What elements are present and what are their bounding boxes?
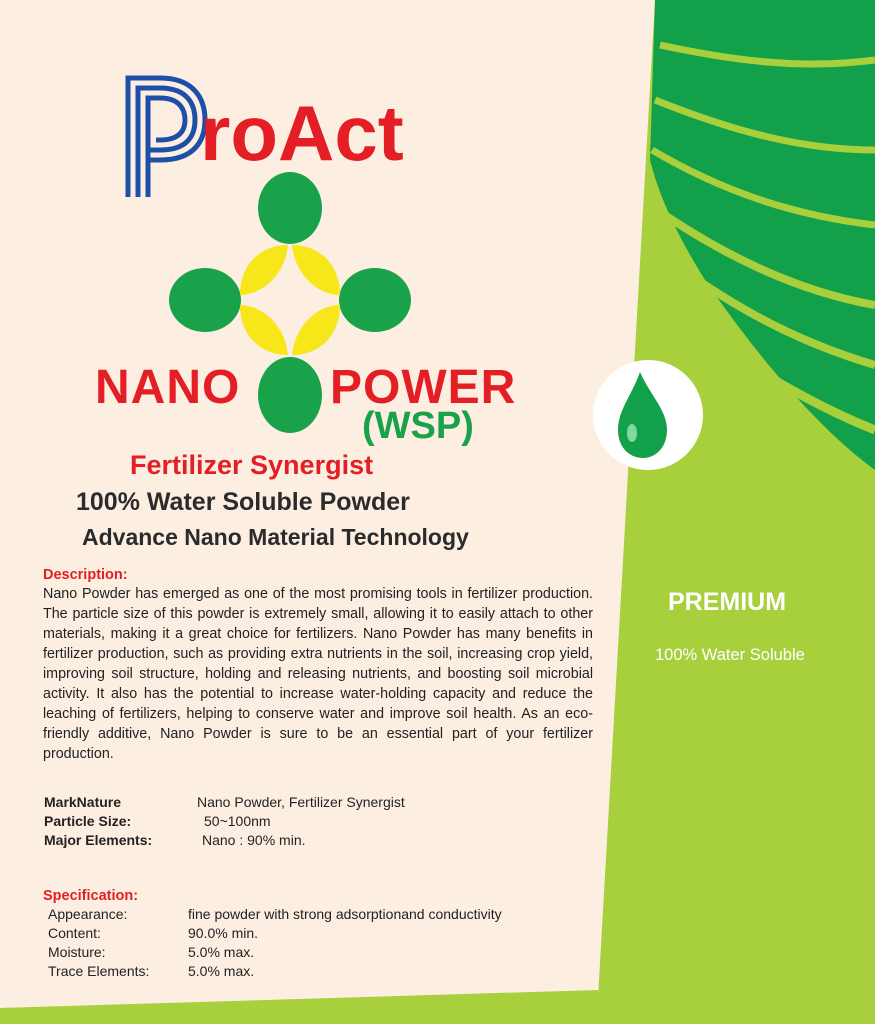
product-name-left: NANO (95, 361, 241, 414)
spec-value: fine powder with strong adsorptionand conductivity (188, 906, 502, 922)
spec-value: 90.0% min. (188, 925, 259, 941)
property-label: Particle Size: (44, 813, 132, 829)
property-label: Major Elements: (44, 832, 153, 848)
product-name-right: POWER (330, 361, 517, 414)
spec-label: Moisture: (48, 944, 106, 960)
description-text: Nano Powder has emerged as one of the most promising tools in fertilizer production. The particle size of this powder is extremely small, allowing it to easily attach to other materials, making it a great choice for fertilizers. Nano Powder has many benefits in fertilizer production, such as providing extra nutrients in the soil, increasing crop yield, improving soil structure, holding and releasing nutrients, and boosting soil microbial activity. It also has the potential to increase water-holding capacity and reduce the leaching of fertilizers, helping to conserve water and improve soil health. As an eco-friendly additive, Nano Powder is sure to be an essential part of your fertilizer production. (43, 586, 593, 762)
brand-logo-text: roAct (200, 89, 404, 177)
tagline-water-soluble: 100% Water Soluble Powder (76, 488, 410, 516)
subtitle: Fertilizer Synergist (130, 450, 374, 480)
property-value: Nano Powder, Fertilizer Synergist (197, 794, 405, 810)
spec-value: 5.0% max. (188, 944, 255, 960)
spec-value: 5.0% max. (188, 963, 255, 979)
property-value: Nano : 90% min. (202, 832, 306, 848)
specification-heading: Specification: (43, 888, 139, 904)
tagline-technology: Advance Nano Material Technology (82, 524, 469, 550)
description-heading: Description: (43, 567, 128, 583)
spec-label: Content: (48, 925, 101, 941)
spec-label: Trace Elements: (48, 963, 150, 979)
premium-label: PREMIUM (668, 588, 787, 616)
property-value: 50~100nm (204, 813, 271, 829)
spec-label: Appearance: (48, 906, 128, 922)
product-variant: (WSP) (362, 405, 474, 447)
property-label: MarkNature (44, 794, 122, 810)
water-soluble-label: 100% Water Soluble (655, 646, 805, 664)
